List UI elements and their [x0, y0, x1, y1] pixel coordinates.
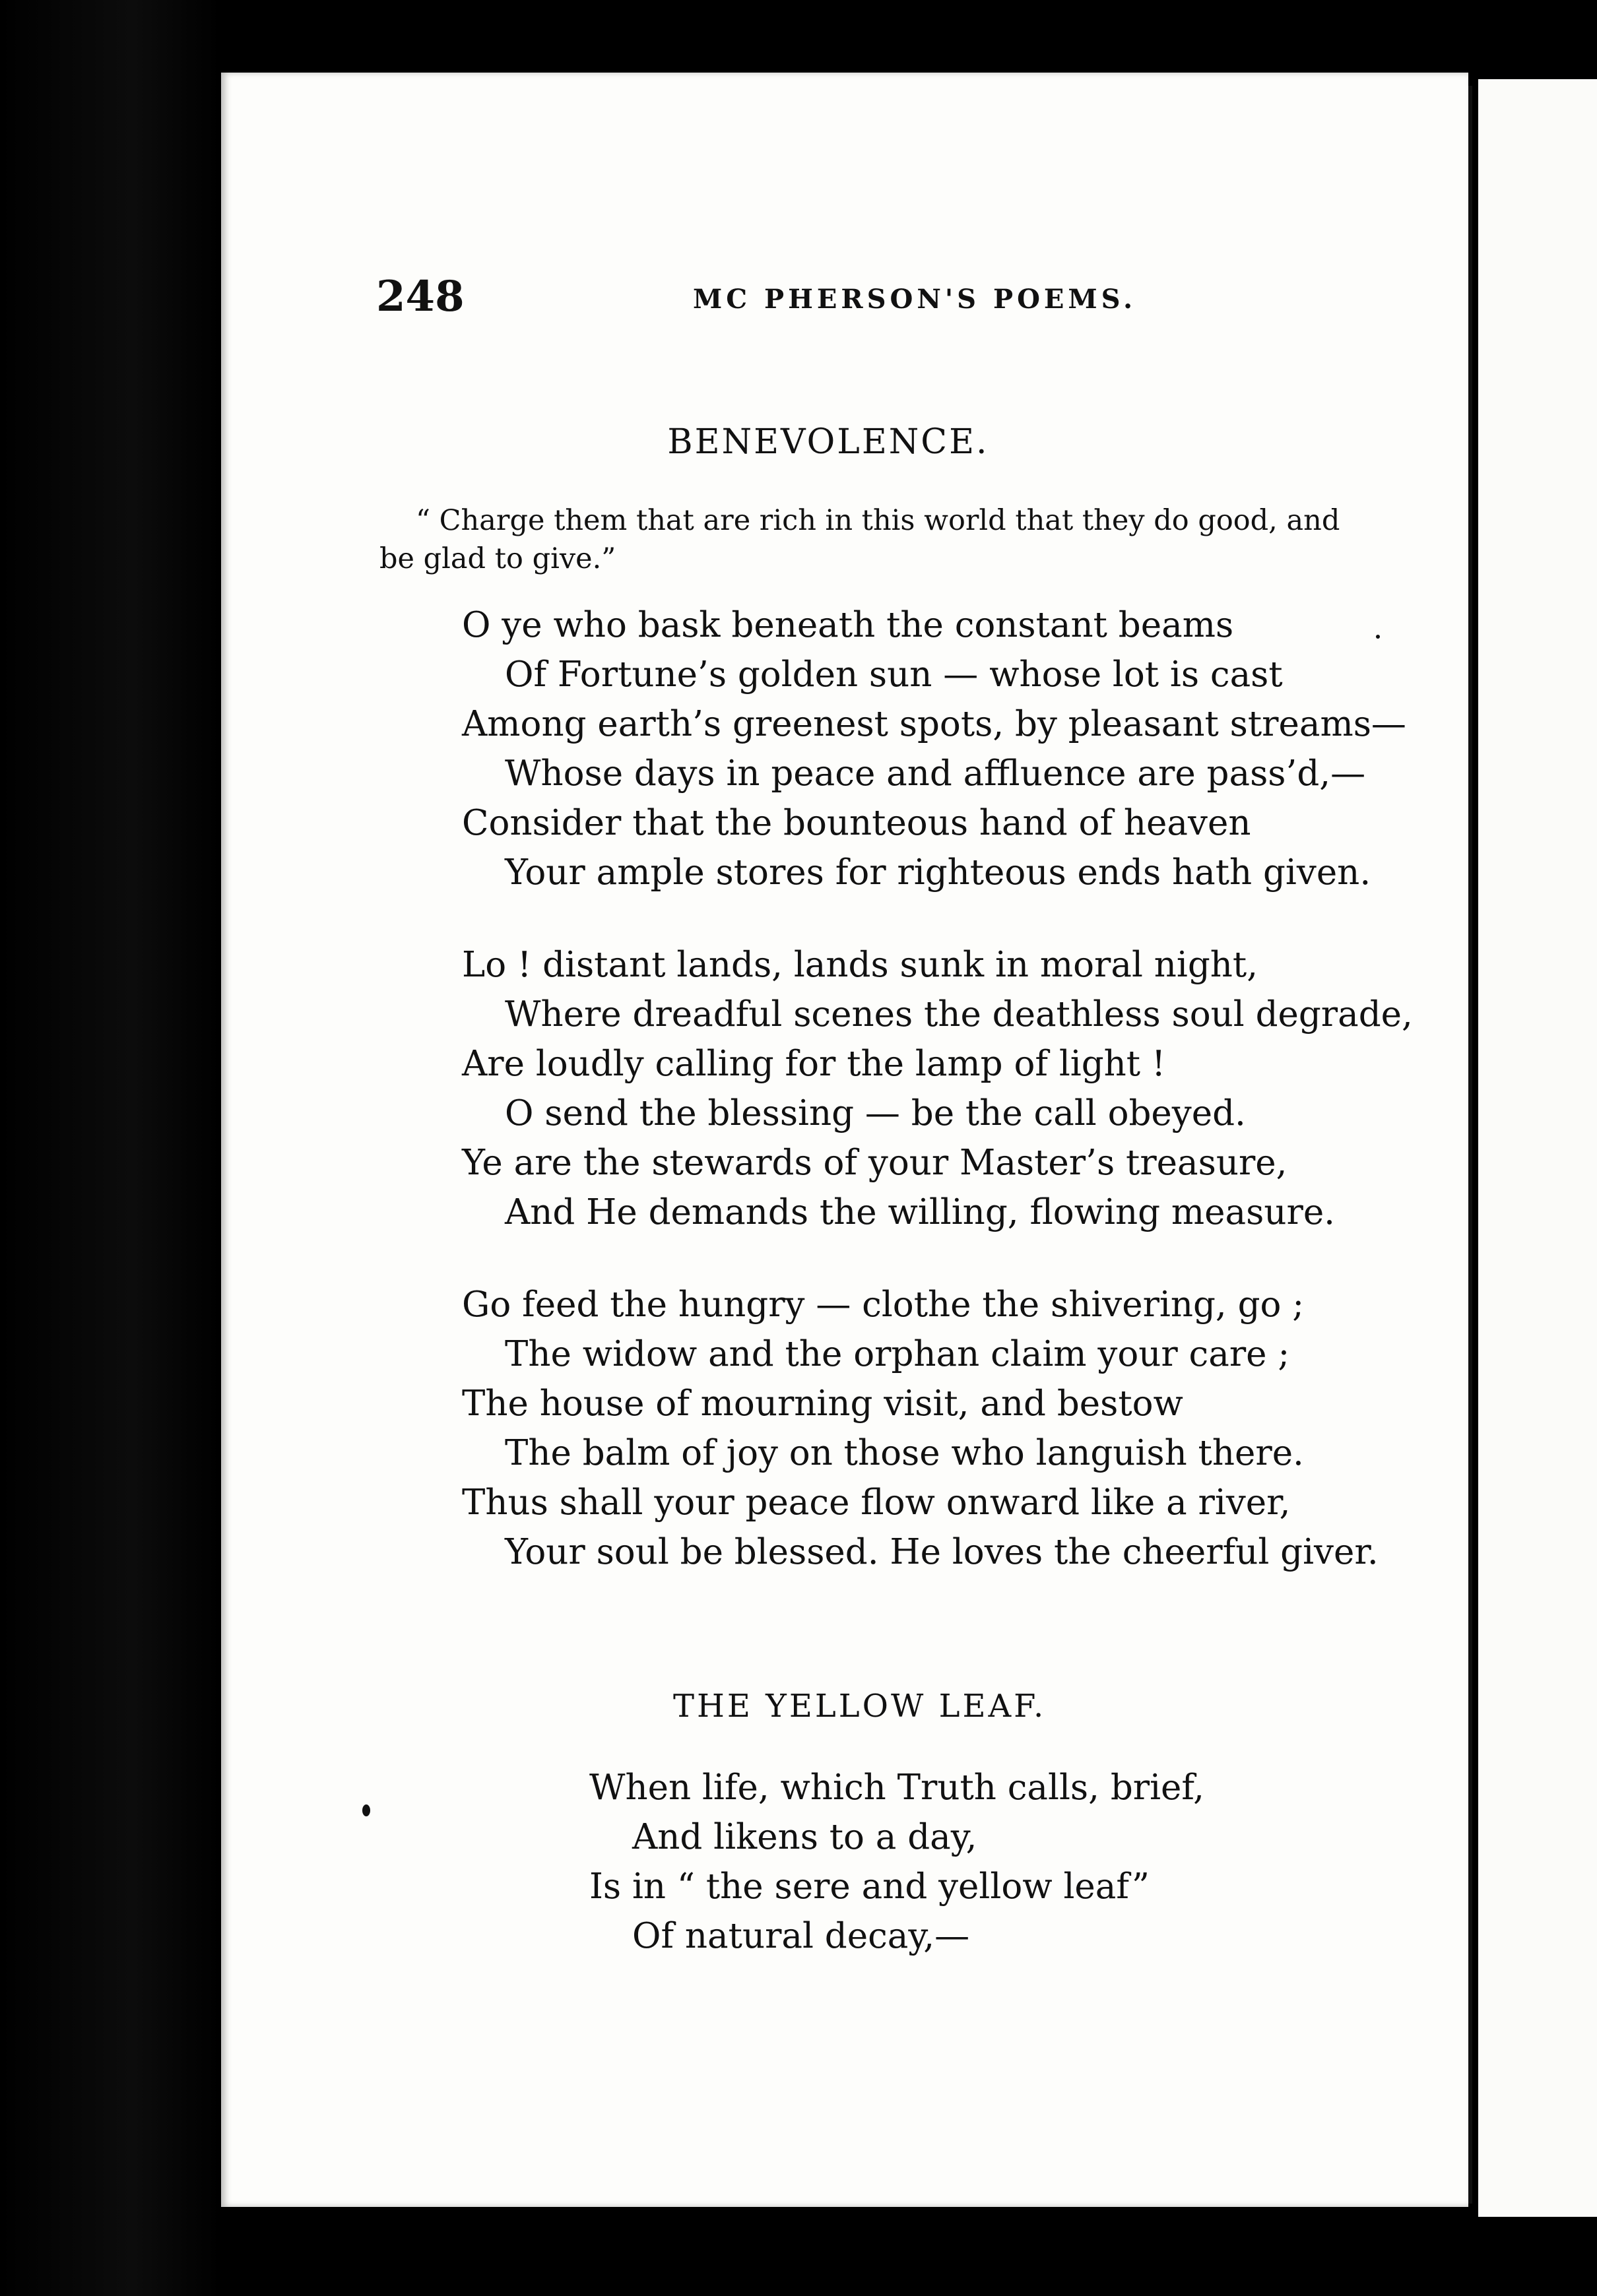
- verse-line: The house of mourning visit, and bestow: [462, 1384, 1183, 1424]
- verse-line: Thus shall your peace flow onward like a river,: [462, 1483, 1291, 1523]
- poem-title-benevolence: BENEVOLENCE.: [667, 422, 989, 462]
- facing-page-edge: [1478, 79, 1597, 2217]
- verse-line: The widow and the orphan claim your care ;: [505, 1334, 1290, 1374]
- stanza-3: [462, 1280, 1379, 1577]
- book-binding-edge: [0, 0, 221, 2296]
- verse-line: Are loudly calling for the lamp of light !: [462, 1044, 1166, 1084]
- verse-line: Ye are the stewards of your Master’s treasure,: [462, 1143, 1287, 1183]
- verse-line: When life, which Truth calls, brief,: [589, 1768, 1204, 1808]
- verse-line: And He demands the willing, flowing measure.: [505, 1192, 1336, 1232]
- epigraph: [379, 501, 1340, 578]
- page-gutter-rule: [1468, 86, 1472, 2204]
- poem-title-yellow-leaf: THE YELLOW LEAF.: [673, 1688, 1047, 1725]
- verse-line: Go feed the hungry — clothe the shivering, go ;: [462, 1285, 1305, 1325]
- stanza-4: [589, 1763, 1204, 1961]
- epigraph-line: “ Charge them that are rich in this world that they do good, and: [416, 504, 1340, 537]
- verse-line: Of natural decay,—: [632, 1916, 970, 1956]
- verse-line: Is in “ the sere and yellow leaf”: [589, 1866, 1150, 1907]
- stanza-1: [462, 600, 1406, 897]
- verse-line: Where dreadful scenes the deathless soul degrade,: [505, 994, 1413, 1035]
- verse-line: Whose days in peace and affluence are pass’d,—: [505, 753, 1366, 794]
- ink-speck: [362, 1804, 370, 1816]
- verse-line: Among earth’s greenest spots, by pleasant streams—: [462, 704, 1406, 744]
- verse-line: Your ample stores for righteous ends hath given.: [505, 852, 1371, 893]
- epigraph-line: be glad to give.”: [379, 542, 616, 575]
- verse-line: Of Fortune’s golden sun — whose lot is cast: [505, 654, 1283, 695]
- verse-line: Your soul be blessed. He loves the cheerful giver.: [505, 1532, 1379, 1572]
- verse-line: Consider that the bounteous hand of heaven: [462, 803, 1251, 843]
- stanza-2: [462, 940, 1413, 1237]
- running-head: MC PHERSON'S POEMS.: [693, 284, 1137, 315]
- verse-line: And likens to a day,: [632, 1817, 977, 1857]
- page-number: 248: [376, 272, 465, 321]
- verse-line: The balm of joy on those who languish there.: [505, 1433, 1304, 1473]
- verse-line: O ye who bask beneath the constant beams: [462, 605, 1234, 645]
- verse-line: Lo ! distant lands, lands sunk in moral night,: [462, 945, 1258, 985]
- verse-line: O send the blessing — be the call obeyed.: [505, 1093, 1246, 1133]
- ink-speck: [1376, 635, 1380, 639]
